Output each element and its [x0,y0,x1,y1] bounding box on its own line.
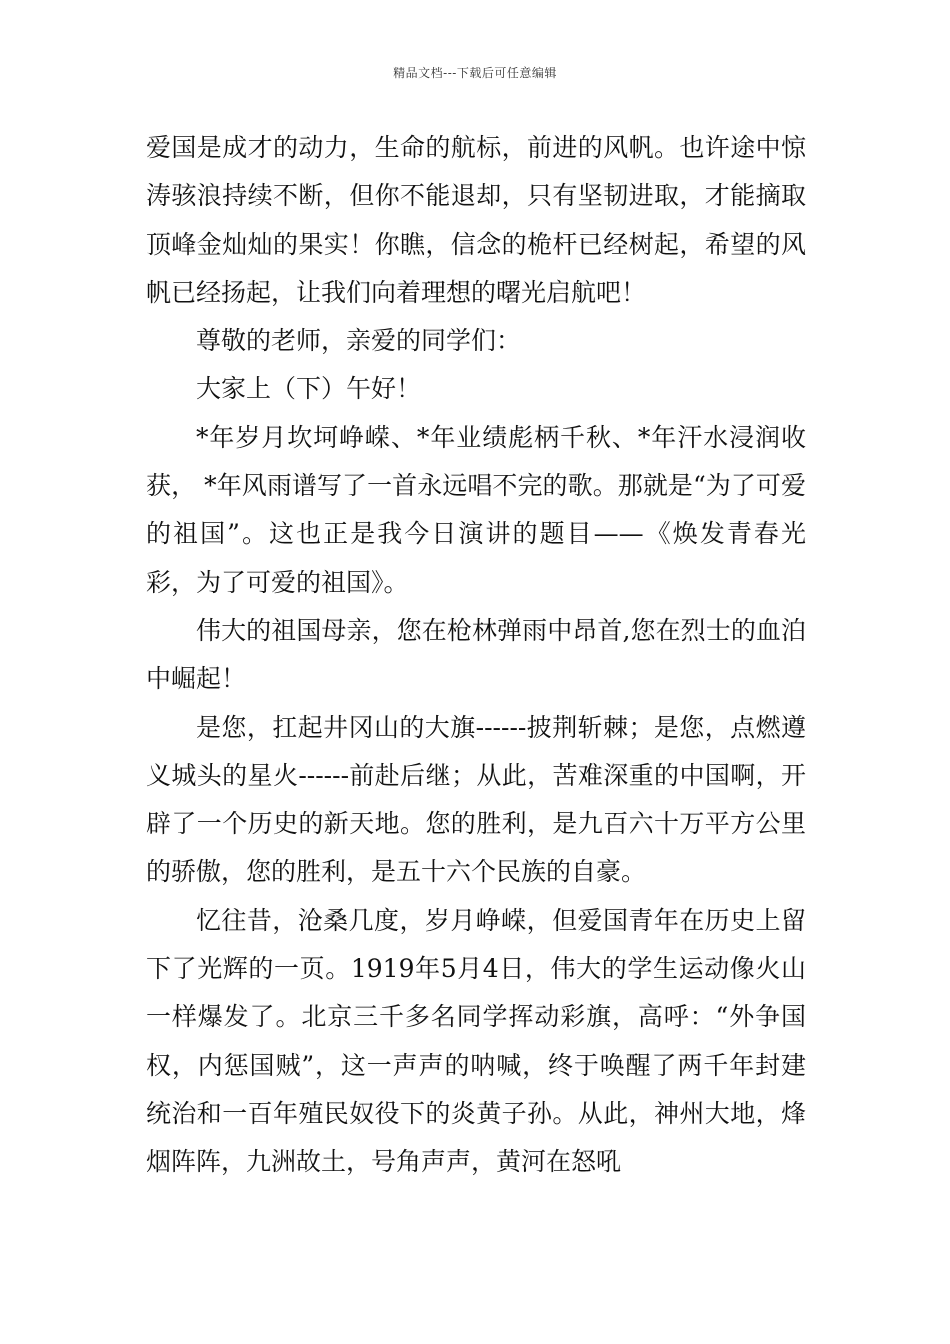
paragraph-1: 爱国是成才的动力，生命的航标，前进的风帆。也许途中惊涛骇浪持续不断，但你不能退却，只有坚韧进取，才能摘取顶峰金灿灿的果实！你瞧，信念的桅杆已经树起，希望的风帆已经扬起，让我们向着理想的曙光启航吧！ [146,133,806,307]
paragraph-6: 是您，扛起井冈山的大旗------披荆斩棘；是您，点燃遵义城头的星火------前赴后继；从此，苦难深重的中国啊，开辟了一个历史的新天地。您的胜利，是九百六十万平方公里的骄傲，您的胜利，是五十六个民族的自豪。 [146,712,806,887]
page-header: 精品文档---下载后可任意编辑 [393,66,557,80]
paragraph-2: 尊敬的老师，亲爱的同学们： [196,326,522,356]
paragraph-7: 忆往昔，沧桑几度，岁月峥嵘，但爱国青年在历史上留下了光辉的一页。1919年5月4日，伟大的学生运动像火山一样爆发了。北京三千多名同学挥动彩旗，高呼：“外争国权，内惩国贼”，这一声声的呐喊，终于唤醒了两千年封建统治和一百年殖民奴役下的炎黄子孙。从此，神州大地，烽烟阵阵，九洲故土，号角声声，黄河在怒吼 [146,905,806,1177]
paragraph-3: 大家上（下）午好！ [196,374,422,404]
paragraph-4: *年岁月坎坷峥嵘、*年业绩彪柄千秋、*年汗水浸润收获， *年风雨谱写了一首永远唱不完的歌。那就是“为了可爱的祖国”。这也正是我今日演讲的题目——《焕发青春光彩，为了可爱的祖国》。 [146,422,806,597]
paragraph-5: 伟大的祖国母亲，您在枪林弹雨中昂首,您在烈士的血泊中崛起！ [146,615,806,694]
document-body [146,124,806,1187]
